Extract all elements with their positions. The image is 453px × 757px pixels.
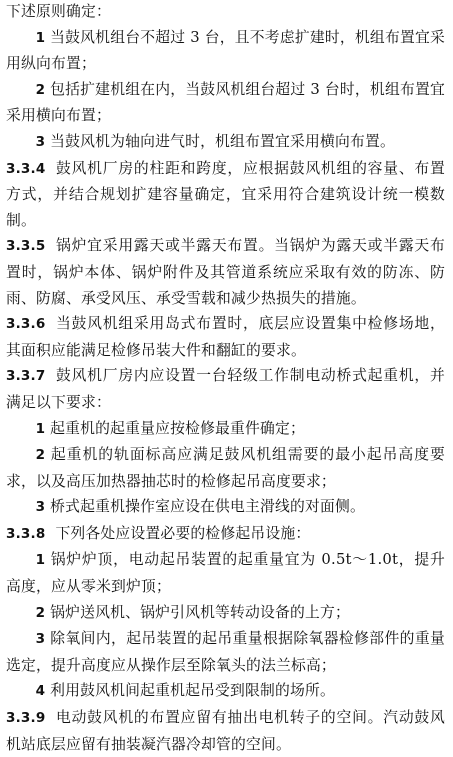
item-number: 1 [35, 552, 46, 569]
item-number: 1 [35, 29, 46, 46]
item-text: 包括扩建机组在内，当鼓风机组台超过 3 台时，机组布置宜采用横向布置； [6, 80, 445, 125]
section-text: 当鼓风机组采用岛式布置时，底层应设置集中检修场地，其面积应能满足检修吊装大件和翻缸的要求。 [6, 315, 445, 359]
item-text: 利用鼓风机间起重机起吊受到限制的场所。 [50, 682, 336, 700]
item-text: 起重机的轨面标高应满足鼓风机组需要的最小起吊高度要求，以及高压加热器抽芯时的检修起吊高度要求； [6, 446, 445, 490]
section-text: 下列各处应设置必要的检修起吊设施： [55, 524, 311, 542]
item-text: 起重机的起重量应按检修最重件确定； [50, 419, 306, 437]
section-3-3-7 [6, 363, 445, 415]
intro-body: 下述原则确定： [6, 3, 111, 20]
list-item [6, 442, 445, 494]
item-text: 桥式起重机操作室应设在供电主滑线的对面侧。 [50, 498, 366, 516]
item-number: 1 [35, 420, 46, 437]
item-number: 2 [35, 81, 46, 98]
section-text: 鼓风机厂房的柱距和跨度，应根据鼓风机组的容量、布置方式，并结合规划扩建容量确定，宜采用符合建筑设计统一模数制。 [6, 159, 445, 229]
item-number: 2 [35, 447, 46, 464]
section-text: 锅炉宜采用露天或半露天布置。当锅炉为露天或半露天布置时，锅炉本体、锅炉附件及其管道系统应采取有效的防冻、防雨、防腐、承受风压、承受雪载和减少热损失的措施。 [6, 237, 445, 307]
item-number: 2 [35, 604, 46, 621]
section-number: 3.3.9 [6, 710, 46, 727]
intro-text [6, 0, 445, 25]
section-number: 3.3.8 [6, 525, 46, 542]
section-3-3-6 [6, 311, 445, 363]
list-item [6, 416, 445, 443]
section-3-3-4 [6, 156, 445, 234]
section-3-3-9 [6, 705, 445, 757]
section-text: 电动鼓风机的布置应留有抽出电机转子的空间。汽动鼓风机站底层应留有抽装凝汽器冷却管的空间。 [6, 709, 445, 753]
list-item [6, 547, 445, 599]
list-item [6, 129, 445, 156]
list-item [6, 678, 445, 705]
list-item [6, 77, 445, 129]
section-number: 3.3.7 [6, 368, 46, 385]
item-number: 3 [35, 133, 46, 150]
section-text: 鼓风机厂房内应设置一台轻级工作制电动桥式起重机，并满足以下要求： [6, 367, 445, 411]
item-number: 3 [35, 631, 46, 648]
section-number: 3.3.5 [6, 238, 46, 255]
item-text: 当鼓风机组台不超过 3 台，且不考虑扩建时，机组布置宜采用纵向布置； [6, 28, 445, 73]
item-number: 3 [35, 499, 46, 516]
item-text: 锅炉送风机、锅炉引风机等转动设备的上方； [50, 603, 351, 621]
list-item [6, 600, 445, 627]
item-number: 4 [35, 683, 46, 700]
section-3-3-8 [6, 521, 445, 548]
section-number: 3.3.6 [6, 316, 46, 333]
item-text: 当鼓风机为轴向进气时，机组布置宜采用横向布置。 [50, 132, 396, 150]
item-text: 锅炉炉顶，电动起吊装置的起重量宜为 0.5t～1.0t，提升高度，应从零米到炉顶； [6, 551, 445, 596]
list-item [6, 626, 445, 678]
item-text: 除氧间内，起吊装置的起吊重量根据除氧器检修部件的重量选定，提升高度应从操作层至除氧头的法兰标高； [6, 630, 446, 674]
list-item [6, 25, 445, 77]
list-item [6, 494, 445, 521]
section-3-3-5 [6, 233, 445, 311]
section-number: 3.3.4 [6, 160, 46, 177]
